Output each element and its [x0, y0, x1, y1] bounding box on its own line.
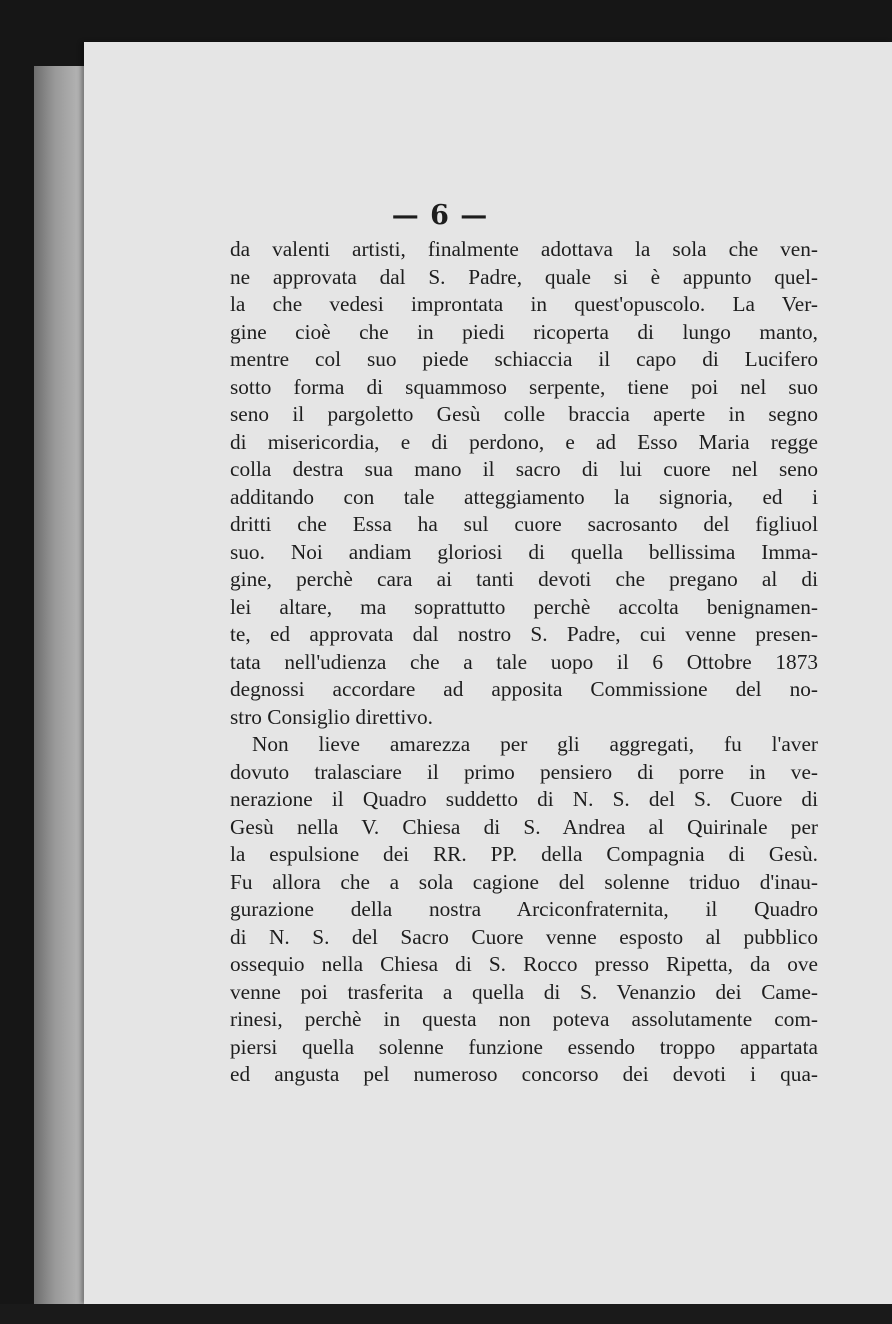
text-line: ossequio nella Chiesa di S. Rocco presso Ripetta, da ove	[230, 952, 818, 976]
text-line: di N. S. del Sacro Cuore venne esposto al pubblico	[230, 924, 818, 949]
text-line: ne approvata dal S. Padre, quale si è appunto quel-	[230, 264, 818, 289]
body-text	[230, 236, 818, 1089]
text-line: seno il pargoletto Gesù colle braccia aperte in segno	[230, 402, 818, 426]
text-line: additando con tale atteggiamento la signoria, ed i	[230, 484, 818, 509]
scan-bottom-border	[0, 1304, 892, 1324]
text-line: te, ed approvata dal nostro S. Padre, cui venne presen-	[230, 622, 818, 646]
text-line: dovuto tralasciare il primo pensiero di porre in ve-	[230, 759, 818, 784]
text-line: rinesi, perchè in questa non poteva assolutamente com-	[230, 1007, 818, 1031]
text-line: Gesù nella V. Chiesa di S. Andrea al Quirinale per	[230, 814, 818, 839]
text-line: Fu allora che a sola cagione del solenne triduo d'inau-	[230, 869, 818, 894]
text-line: piersi quella solenne funzione essendo troppo appartata	[230, 1034, 818, 1059]
text-line: dritti che Essa ha sul cuore sacrosanto del figliuol	[230, 512, 818, 536]
text-line: venne poi trasferita a quella di S. Venanzio dei Came-	[230, 979, 818, 1004]
text-line: la espulsione dei RR. PP. della Compagnia di Gesù.	[230, 842, 818, 866]
text-line: degnossi accordare ad apposita Commissione del no-	[230, 677, 818, 701]
book-page	[84, 42, 892, 1304]
text-line: gine, perchè cara ai tanti devoti che pregano al di	[230, 567, 818, 591]
text-line: da valenti artisti, finalmente adottava la sola che ven-	[230, 237, 818, 261]
text-line: suo. Noi andiam gloriosi di quella bellissima Imma-	[230, 539, 818, 564]
text-line: ed angusta pel numeroso concorso dei devoti i qua-	[230, 1062, 818, 1086]
text-line: gurazione della nostra Arciconfraternita, il Quadro	[230, 897, 818, 921]
text-line: di misericordia, e di perdono, e ad Esso Maria regge	[230, 429, 818, 454]
underlying-page-edge	[34, 66, 88, 1306]
text-line: lei altare, ma soprattutto perchè accolta benignamen-	[230, 594, 818, 619]
text-line: mentre col suo piede schiaccia il capo di Lucifero	[230, 347, 818, 371]
text-line: gine cioè che in piedi ricoperta di lungo manto,	[230, 319, 818, 344]
text-line: Non lieve amarezza per gli aggregati, fu l'aver	[252, 732, 818, 756]
text-line: nerazione il Quadro suddetto di N. S. del S. Cuore di	[230, 787, 818, 811]
text-line: tata nell'udienza che a tale uopo il 6 Ottobre 1873	[230, 649, 818, 674]
text-line: la che vedesi improntata in quest'opuscolo. La Ver-	[230, 292, 818, 316]
text-line: sotto forma di squammoso serpente, tiene poi nel suo	[230, 374, 818, 399]
text-line: stro Consiglio direttivo.	[230, 704, 433, 729]
text-line: colla destra sua mano il sacro di lui cuore nel seno	[230, 457, 818, 481]
page-number: — 6 —	[391, 200, 489, 231]
